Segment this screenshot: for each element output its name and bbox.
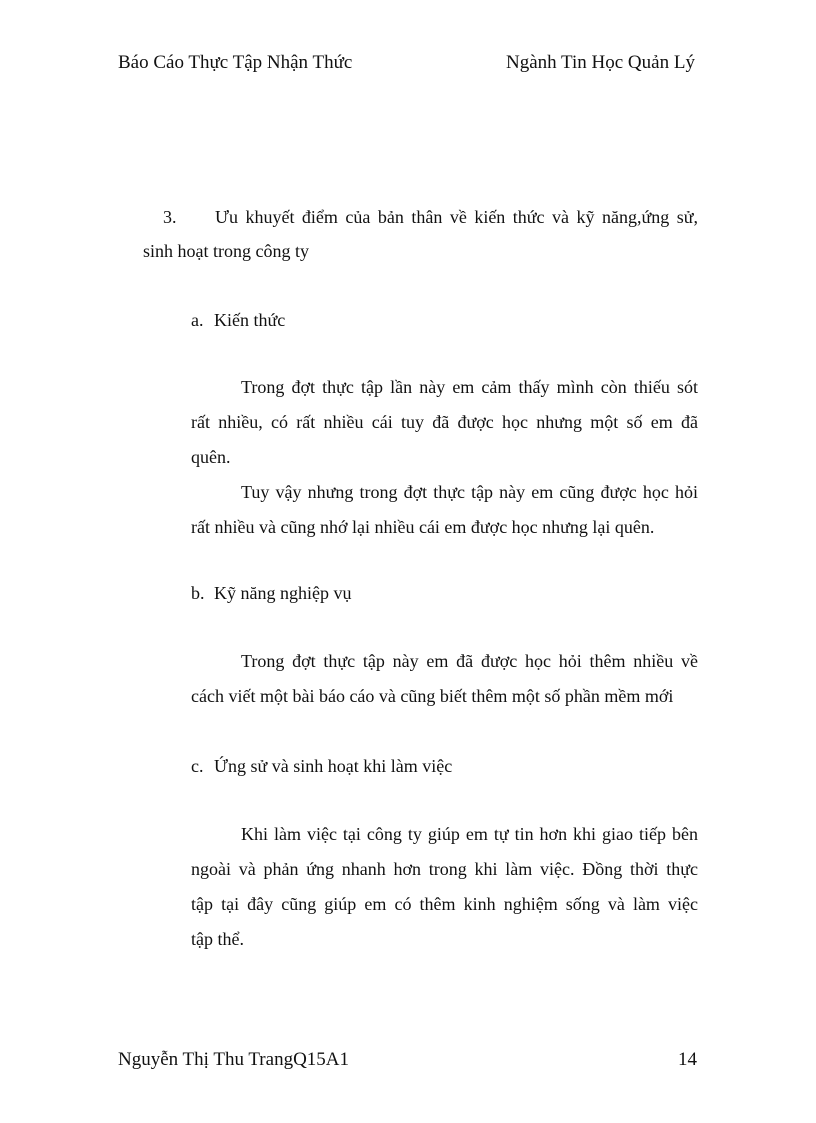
paragraph-line: rất nhiều và cũng nhớ lại nhiều cái em được học nhưng lại quên.: [191, 517, 655, 537]
paragraph-skills: [191, 644, 698, 714]
paragraph-line: tập tại đây cũng giúp em có thêm kinh nghiệm sống và làm việc: [191, 894, 698, 914]
subsection-heading-conduct: [191, 756, 452, 777]
subsection-heading-skills: [191, 583, 351, 604]
section-title-line-1: Ưu khuyết điểm của bản thân về kiến thức và kỹ năng,ứng sử,: [215, 207, 698, 227]
paragraph-line: Trong đợt thực tập lần này em cảm thấy mình còn thiếu sót: [241, 377, 698, 397]
footer-author: Nguyễn Thị Thu TrangQ15A1: [118, 1049, 350, 1070]
section-number: 3.: [163, 207, 177, 227]
header-report-title: Báo Cáo Thực Tập Nhận Thức: [118, 52, 353, 73]
paragraph-line: Khi làm việc tại công ty giúp em tự tin hơn khi giao tiếp bên: [241, 824, 698, 844]
page-number: 14: [678, 1049, 697, 1070]
paragraph-line: rất nhiều, có rất nhiều cái tuy đã được học nhưng một số em đã: [191, 412, 698, 432]
paragraph-knowledge-2: [191, 475, 698, 545]
subsection-title: Kỹ năng nghiệp vụ: [214, 583, 352, 603]
subsection-marker: b.: [191, 583, 205, 603]
paragraph-line: ngoài và phản ứng nhanh hơn trong khi làm việc. Đồng thời thực: [191, 859, 698, 879]
paragraph-conduct: [191, 817, 698, 957]
subsection-title: Kiến thức: [214, 310, 286, 330]
subsection-marker: c.: [191, 756, 204, 776]
paragraph-line: Tuy vậy nhưng trong đợt thực tập này em cũng được học hỏi: [241, 482, 698, 502]
subsection-title: Ứng sử và sinh hoạt khi làm việc: [214, 756, 453, 776]
subsection-marker: a.: [191, 310, 204, 330]
subsection-heading-knowledge: [191, 310, 285, 331]
paragraph-line: cách viết một bài báo cáo và cũng biết thêm một số phần mềm mới: [191, 686, 674, 706]
header-department: Ngành Tin Học Quản Lý: [506, 52, 695, 73]
paragraph-knowledge-1: [191, 370, 698, 475]
section-title-line-2: sinh hoạt trong công ty: [143, 241, 309, 261]
paragraph-line: Trong đợt thực tập này em đã được học hỏi thêm nhiều về: [241, 651, 698, 671]
paragraph-line: quên.: [191, 447, 231, 467]
paragraph-line: tập thể.: [191, 929, 244, 949]
